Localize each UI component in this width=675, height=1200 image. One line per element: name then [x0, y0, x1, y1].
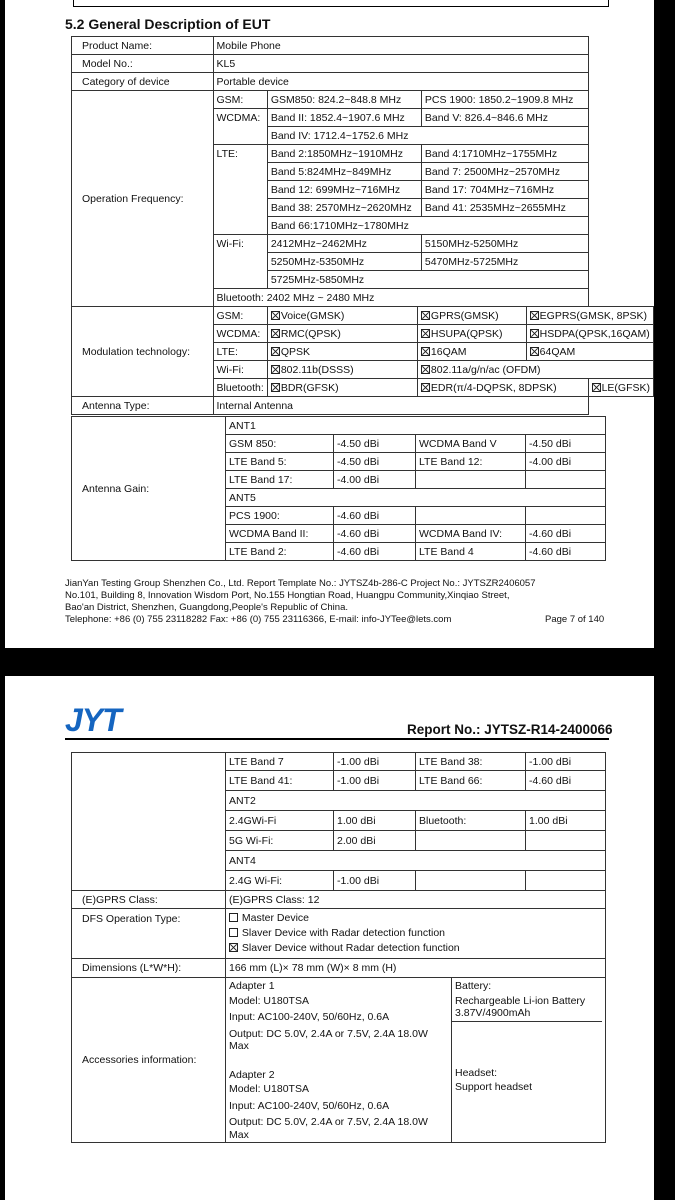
- gain-band: LTE Band 5:: [226, 453, 334, 471]
- freq-lte-band-38: Band 38: 2570MHz~2620MHz: [267, 199, 421, 217]
- gain-value: -1.00 dBi: [526, 753, 606, 771]
- mod-wifi-ofdm: 802.11a/g/n/ac (OFDM): [417, 361, 653, 379]
- gain-value: -4.60 dBi: [334, 507, 416, 525]
- checked-box-icon: [421, 311, 430, 320]
- mod-wifi-label: Wi-Fi:: [213, 361, 267, 379]
- antenna-gain-table: [71, 416, 606, 561]
- checked-box-icon: [592, 383, 601, 392]
- jyt-logo: JYT: [65, 702, 121, 738]
- headset-info: [452, 1022, 605, 1094]
- table-row: [72, 91, 654, 109]
- freq-lte-band-5: Band 5:824MHz~849MHz: [267, 163, 421, 181]
- model-no-value: KL5: [213, 55, 588, 73]
- adapter2-model: Model: U180TSA: [229, 1083, 309, 1095]
- mod-lte-64qam: 64QAM: [526, 343, 653, 361]
- gain-value: 1.00 dBi: [334, 811, 416, 831]
- gain-value: -4.60 dBi: [526, 525, 606, 543]
- unchecked-box-icon: [229, 913, 238, 922]
- mod-bt-edr: EDR(π/4-DQPSK, 8DPSK): [417, 379, 588, 397]
- adapter1-title: Adapter 1: [229, 980, 275, 992]
- mod-wcdma-rmc: RMC(QPSK): [267, 325, 417, 343]
- gain-band: 2.4GWi-Fi: [226, 811, 334, 831]
- freq-wcdma-band-5: Band V: 826.4~846.6 MHz: [421, 109, 588, 127]
- table-row: [72, 978, 606, 1143]
- category-label: Category of device: [72, 73, 214, 91]
- report-page-7: [5, 0, 654, 648]
- checked-box-icon: [271, 311, 280, 320]
- gain-band: LTE Band 17:: [226, 471, 334, 489]
- table-row: [72, 753, 606, 771]
- model-no-label: Model No.:: [72, 55, 214, 73]
- product-name-label: Product Name:: [72, 37, 214, 55]
- mod-gsm-label: GSM:: [213, 307, 267, 325]
- gain-band: LTE Band 38:: [416, 753, 526, 771]
- section-title: 5.2 General Description of EUT: [65, 16, 271, 32]
- freq-wifi-5725: 5725MHz-5850MHz: [267, 271, 588, 289]
- antenna-gain-continued-table: [71, 752, 606, 891]
- gain-empty: [416, 471, 526, 489]
- modulation-label: Modulation technology:: [72, 307, 214, 397]
- mod-wifi-80211b: 802.11b(DSSS): [267, 361, 417, 379]
- mod-lte-qpsk: QPSK: [267, 343, 417, 361]
- mod-gsm-gprs: GPRS(GMSK): [417, 307, 526, 325]
- battery-info: [452, 978, 602, 1022]
- footer-contact: Telephone: +86 (0) 755 23118282 Fax: +86 (0) 755 23116366, E-mail: info-JYTee@lets.com: [65, 614, 452, 625]
- footer-company: JianYan Testing Group Shenzhen Co., Ltd. Report Template No.: JYTSZ4b-286-C Project No.: JYTSZR2406057: [65, 578, 536, 589]
- adapters-info: [226, 978, 452, 1143]
- freq-wifi-label: Wi-Fi:: [213, 235, 267, 289]
- gain-band: LTE Band 4: [416, 543, 526, 561]
- gain-value: -1.00 dBi: [334, 771, 416, 791]
- gain-value: -4.60 dBi: [526, 771, 606, 791]
- battery-title: Battery:: [455, 980, 492, 992]
- adapter1-input: Input: AC100-240V, 50/60Hz, 0.6A: [229, 1011, 390, 1023]
- report-number: Report No.: JYTSZ-R14-2400066: [407, 722, 613, 737]
- freq-wcdma-label: WCDMA:: [213, 109, 267, 145]
- freq-wcdma-band-4: Band IV: 1712.4~1752.6 MHz: [267, 127, 588, 145]
- mod-wcdma-hsdpa: HSDPA(QPSK,16QAM): [526, 325, 653, 343]
- antenna-gain-label-continued: [72, 753, 226, 891]
- table-row: [72, 397, 654, 415]
- table-row: [72, 891, 606, 909]
- gain-band: PCS 1900:: [226, 507, 334, 525]
- freq-gsm-label: GSM:: [213, 91, 267, 109]
- adapter1-max: Max: [229, 1040, 249, 1052]
- freq-bluetooth: Bluetooth: 2402 MHz ~ 2480 MHz: [213, 289, 588, 307]
- gain-band: LTE Band 7: [226, 753, 334, 771]
- gain-band: LTE Band 12:: [416, 453, 526, 471]
- freq-lte-band-41: Band 41: 2535MHz~2655MHz: [421, 199, 588, 217]
- table-row: [72, 909, 606, 959]
- headset-support: Support headset: [455, 1081, 533, 1093]
- ant1-label: ANT1: [226, 417, 606, 435]
- adapter2-output: Output: DC 5.0V, 2.4A or 7.5V, 2.4A 18.0W: [229, 1116, 428, 1128]
- footer-district: Bao'an District, Shenzhen, Guangdong,People's Republic of China.: [65, 602, 349, 613]
- mod-lte-label: LTE:: [213, 343, 267, 361]
- battery-headset-info: [452, 978, 606, 1143]
- checked-box-icon: [421, 347, 430, 356]
- gain-value: -1.00 dBi: [334, 753, 416, 771]
- gain-empty: [416, 871, 526, 891]
- gain-band: WCDMA Band IV:: [416, 525, 526, 543]
- checked-box-icon: [271, 383, 280, 392]
- adapter1-model: Model: U180TSA: [229, 994, 309, 1007]
- checked-box-icon: [421, 365, 430, 374]
- gain-band: WCDMA Band II:: [226, 525, 334, 543]
- gain-band: 5G Wi-Fi:: [226, 831, 334, 851]
- freq-lte-band-17: Band 17: 704MHz~716MHz: [421, 181, 588, 199]
- gain-band: LTE Band 2:: [226, 543, 334, 561]
- checked-box-icon: [271, 365, 280, 374]
- adapter1-output: Output: DC 5.0V, 2.4A or 7.5V, 2.4A 18.0W: [229, 1027, 428, 1040]
- egprs-class-label: (E)GPRS Class:: [72, 891, 226, 909]
- gain-value: -4.50 dBi: [526, 435, 606, 453]
- gain-value: -4.60 dBi: [334, 525, 416, 543]
- gain-value: -4.00 dBi: [526, 453, 606, 471]
- checked-box-icon: [530, 329, 539, 338]
- table-row: [72, 37, 654, 55]
- antenna-gain-label: Antenna Gain:: [72, 417, 226, 561]
- gain-value: -4.00 dBi: [334, 471, 416, 489]
- gain-empty: [416, 507, 526, 525]
- dimensions-value: 166 mm (L)× 78 mm (W)× 8 mm (H): [226, 959, 606, 978]
- accessories-label: Accessories information:: [72, 978, 226, 1143]
- report-page-8: [5, 676, 654, 1200]
- battery-type: Rechargeable Li-ion Battery: [455, 994, 586, 1007]
- table-row: [72, 959, 606, 978]
- freq-wifi-5470: 5470MHz-5725MHz: [421, 253, 588, 271]
- adapter2-input: Input: AC100-240V, 50/60Hz, 0.6A: [229, 1099, 390, 1112]
- freq-lte-band-12: Band 12: 699MHz~716MHz: [267, 181, 421, 199]
- mod-gsm-voice: Voice(GMSK): [267, 307, 417, 325]
- dimensions-label: Dimensions (L*W*H):: [72, 959, 226, 978]
- unchecked-box-icon: [229, 928, 238, 937]
- adapter2-max: Max: [229, 1128, 249, 1141]
- page-number: Page 7 of 140: [545, 614, 605, 625]
- freq-wcdma-band-2: Band II: 1852.4~1907.6 MHz: [267, 109, 421, 127]
- gain-band: LTE Band 41:: [226, 771, 334, 791]
- product-name-value: Mobile Phone: [213, 37, 588, 55]
- eut-description-table-continued: [71, 890, 606, 1143]
- checked-box-icon: [530, 311, 539, 320]
- gain-value: 1.00 dBi: [526, 811, 606, 831]
- gain-empty: [526, 471, 606, 489]
- checked-box-icon: [530, 347, 539, 356]
- headset-title: Headset:: [455, 1066, 498, 1079]
- freq-wifi-5250: 5250MHz-5350MHz: [267, 253, 421, 271]
- dfs-master-option: Master Device: [229, 911, 602, 926]
- freq-pcs-1900: PCS 1900: 1850.2~1909.8 MHz: [421, 91, 588, 109]
- freq-lte-band-7: Band 7: 2500MHz~2570MHz: [421, 163, 588, 181]
- antenna-type-value: Internal Antenna: [213, 397, 588, 415]
- gain-band: Bluetooth:: [416, 811, 526, 831]
- freq-lte-band-4: Band 4:1710MHz~1755MHz: [421, 145, 588, 163]
- freq-gsm-850: GSM850: 824.2~848.8 MHz: [267, 91, 421, 109]
- mod-lte-16qam: 16QAM: [417, 343, 526, 361]
- gain-band: WCDMA Band V: [416, 435, 526, 453]
- antenna-type-label: Antenna Type:: [72, 397, 214, 415]
- gain-empty: [526, 871, 606, 891]
- table-row: [72, 55, 654, 73]
- ant5-label: ANT5: [226, 489, 606, 507]
- freq-lte-band-66: Band 66:1710MHz~1780MHz: [267, 217, 588, 235]
- previous-table-fragment: [73, 0, 609, 7]
- gain-empty: [526, 507, 606, 525]
- mod-wcdma-label: WCDMA:: [213, 325, 267, 343]
- eut-description-table: [71, 36, 654, 415]
- checked-box-icon: [271, 329, 280, 338]
- adapter2-title: Adapter 2: [229, 1068, 275, 1081]
- gain-value: -4.60 dBi: [526, 543, 606, 561]
- category-value: Portable device: [213, 73, 588, 91]
- gain-value: -4.60 dBi: [334, 543, 416, 561]
- gain-value: 2.00 dBi: [334, 831, 416, 851]
- gain-empty: [416, 831, 526, 851]
- gain-value: -4.50 dBi: [334, 453, 416, 471]
- dfs-slaver-radar-option: Slaver Device with Radar detection function: [229, 926, 602, 941]
- checked-box-icon: [271, 347, 280, 356]
- table-row: [72, 73, 654, 91]
- checked-box-icon: [421, 329, 430, 338]
- mod-gsm-egprs: EGPRS(GMSK, 8PSK): [526, 307, 653, 325]
- dfs-operation-label: DFS Operation Type:: [72, 909, 226, 959]
- freq-lte-label: LTE:: [213, 145, 267, 235]
- dfs-slaver-no-radar-option: Slaver Device without Radar detection function: [229, 941, 602, 956]
- gain-band: LTE Band 66:: [416, 771, 526, 791]
- mod-wcdma-hsupa: HSUPA(QPSK): [417, 325, 526, 343]
- checked-box-icon: [229, 943, 238, 952]
- ant4-label: ANT4: [226, 851, 606, 871]
- gain-value: -4.50 dBi: [334, 435, 416, 453]
- footer-address: No.101, Building 8, Innovation Wisdom Port, No.155 Hongtian Road, Huangpu Community,Xinqiao Street,: [65, 590, 510, 601]
- gain-band: 2.4G Wi-Fi:: [226, 871, 334, 891]
- table-row: [72, 307, 654, 325]
- freq-wifi-2g: 2412MHz~2462MHz: [267, 235, 421, 253]
- gain-band: GSM 850:: [226, 435, 334, 453]
- operation-frequency-label: Operation Frequency:: [72, 91, 214, 307]
- battery-capacity: 3.87V/4900mAh: [455, 1007, 531, 1019]
- table-row: [72, 417, 606, 435]
- gain-empty: [526, 831, 606, 851]
- mod-bt-bdr: BDR(GFSK): [267, 379, 417, 397]
- freq-wifi-5150: 5150MHz-5250MHz: [421, 235, 588, 253]
- mod-bt-label: Bluetooth:: [213, 379, 267, 397]
- gain-value: -1.00 dBi: [334, 871, 416, 891]
- header-divider: [65, 738, 609, 740]
- freq-lte-band-2: Band 2:1850MHz~1910MHz: [267, 145, 421, 163]
- egprs-class-value: (E)GPRS Class: 12: [226, 891, 606, 909]
- dfs-operation-options: [226, 909, 606, 959]
- ant2-label: ANT2: [226, 791, 606, 811]
- checked-box-icon: [421, 383, 430, 392]
- mod-bt-le: LE(GFSK): [588, 379, 653, 397]
